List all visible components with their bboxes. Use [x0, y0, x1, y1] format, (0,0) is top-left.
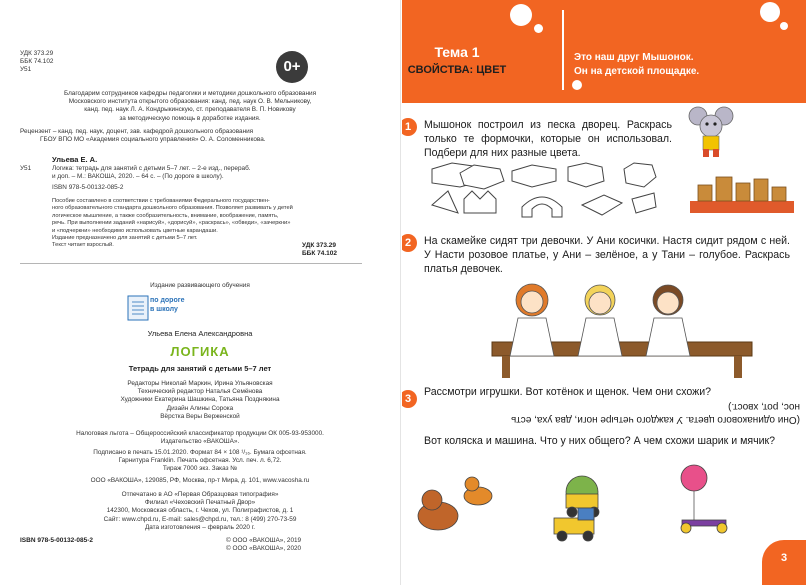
bibliographic-citation: Логика: тетрадь для занятий с детьми 5–7 лет. – 2-е изд., перераб. и доп. – М.: ВАКОША, 2020. – 64 с. – (По дороге в школу).	[52, 165, 251, 181]
isbn-citation: ISBN 978-5-00132-085-2	[52, 184, 124, 191]
udk-code: УДК 373.29	[20, 50, 54, 57]
series-logo-line2: в школу	[150, 306, 178, 313]
decor-dot	[534, 24, 543, 33]
author-full: Ульева Елена Александровна	[147, 329, 253, 338]
print-info: Подписано в печать 15.01.2020. Формат 84 × 108 ¹/₁₆. Бумага офсетная. Гарнитура Franklin. Печать офсетная. Усл. печ. л. 6,72. Тираж 7000 экз. Заказ №	[93, 449, 307, 473]
author-sign-code: У51	[20, 66, 32, 73]
left-page-imprint	[0, 0, 401, 585]
series-logo	[126, 293, 192, 323]
sand-castle-illustration	[690, 165, 800, 215]
header-separator	[562, 10, 564, 90]
task-3-extra-text: Вот коляска и машина. Что у них общего? А чем схожи шарик и мячик?	[424, 435, 776, 447]
task-3-text: Рассмотри игрушки. Вот котёнок и щенок. Чем они схожи?	[424, 386, 712, 398]
udk-code-2: УДК 373.29	[302, 242, 336, 249]
task-1-number: 1	[402, 118, 417, 136]
manufacture-date: Дата изготовления – февраль 2020 г.	[144, 524, 256, 531]
decor-dot	[572, 80, 582, 90]
credits: Редакторы Николай Маркин, Ирина Ульяновская Технический редактор Наталья Семёнова Художники Екатерина Шашкина, Татьяна Позднякина Дизайн Алины Сорока Вёрстка Веры Верженской	[120, 380, 280, 420]
copyright-2019: © ООО «ВАКОША», 2019	[226, 537, 302, 544]
theme-name: СВОЙСТВА: ЦВЕТ	[407, 64, 507, 76]
acknowledgements: Благодарим сотрудников кафедры педагогики и методики дошкольного образования Московского института открытого образования: канд. пед. наук О. В. Мельникову, канд. пед. наук Л. А. Кондрыкинскую, ст. преподавателя В. П. Новикову за методическую помощь в доработке издания.	[63, 90, 317, 122]
task-2-text: На скамейке сидят три девочки. У Ани косички. Настя сидит рядом с ней. У Насти розовое платье, у Ани – зелёное, а у Тани – голубое. Раскрась платья девочек.	[424, 235, 790, 275]
decor-dot	[780, 22, 788, 30]
decor-dot	[760, 2, 780, 22]
decor-dot	[510, 4, 532, 26]
book-subtitle: Тетрадь для занятий с детьми 5–7 лет	[128, 364, 272, 373]
theme-header	[402, 0, 806, 103]
task-2-number: 2	[402, 234, 417, 252]
age-rating-badge: 0+	[276, 51, 308, 83]
annotation: Пособие составлено в соответствии с требованиями Федерального государствен- ного образовательного стандарта дошкольного образования. Позволяет развивать у детей логическое мышление, а также сообразительность, внимание, воображение, память, речь. При выполнении заданий «нарисуй», «дорисуй», «раскрась», «обведи», «зачеркни» и «подчеркни» необходимо использовать цветные карандаши. Издание предназначено для занятий с детьми 5–7 лет. Текст читает взрослый.	[52, 198, 293, 249]
bbk-code: ББК 74.102	[20, 58, 54, 65]
mouse-character-icon	[688, 104, 738, 160]
page-number-tab	[762, 540, 806, 585]
task-1-text: Мышонок построил из песка дворец. Раскрась только те формочки, которые он использовал. Подбери для них разные цвета.	[424, 119, 672, 159]
series-logo-line1: по дороге	[150, 297, 185, 304]
upside-down-answer: (Они одинакового цвета. У каждого четыре ноги, два уха, есть нос, рот, хвост.)	[510, 401, 800, 425]
publisher-address: ООО «ВАКОША», 129085, РФ, Москва, пр-т Мира, д. 101, www.vacosha.ru	[90, 477, 310, 484]
bbk-code-2: ББК 74.102	[302, 250, 337, 257]
catalog-code: У51	[20, 165, 32, 172]
reviewer: Рецензент – канд. пед. наук, доцент, зав. кафедрой дошкольного образования ГБОУ ВПО МО «Академия социального управления» О. А. Соломенникова.	[20, 128, 266, 144]
edition-type: Издание развивающего обучения	[150, 282, 250, 289]
author-short: Ульева Е. А.	[52, 155, 98, 164]
divider	[20, 263, 362, 264]
girls-on-bench-illustration	[492, 276, 792, 386]
toys-illustration	[402, 460, 806, 560]
printer-info: Отпечатано в АО «Первая Образцовая типография» Филиал «Чеховский Печатный Двор» 142300, Московская область, г. Чехов, ул. Полиграфистов, д. 1 Сайт: www.chpd.ru, E-mail: sales@chpd.ru, тел.: 8 (499) 270-73-59	[103, 491, 297, 523]
page-number: 3	[780, 552, 788, 564]
isbn-bottom: ISBN 978-5-00132-085-2	[20, 537, 93, 544]
theme-label: Тема 1	[434, 44, 480, 60]
tax-info: Налоговая льгота – Общероссийский классификатор продукции ОК 005-93-953000. Издательство «ВАКОША».	[76, 430, 324, 446]
theme-intro: Это наш друг Мышонок. Он на детской площадке.	[574, 52, 700, 77]
task-3-number: 3	[402, 390, 417, 408]
book-title: ЛОГИКА	[170, 344, 230, 359]
copyright-2020: © ООО «ВАКОША», 2020	[226, 545, 302, 552]
right-page-lesson	[402, 0, 806, 585]
